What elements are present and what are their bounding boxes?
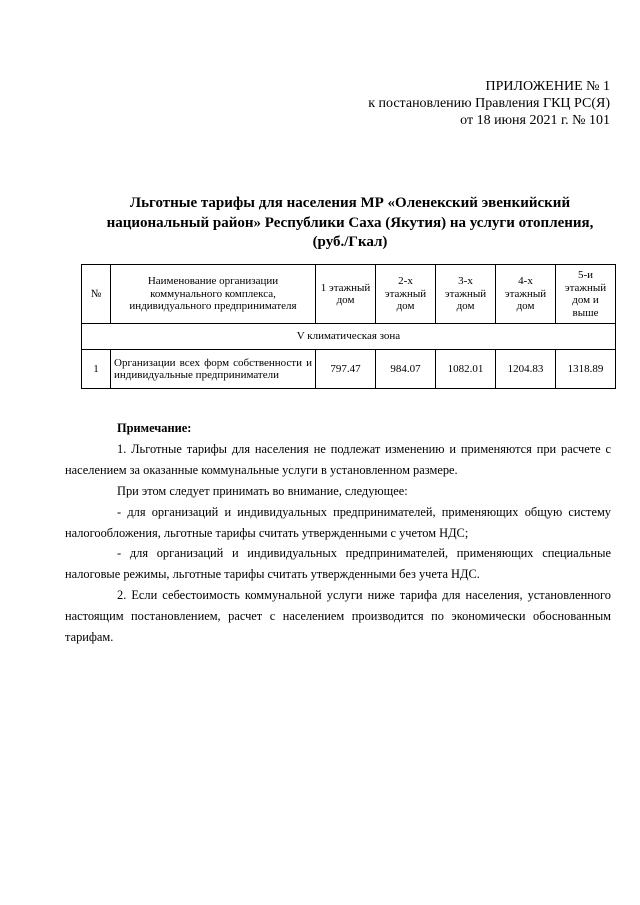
- note-paragraph-3: - для организаций и индивидуальных предпринимателей, применяющих общую систему налогообложения, льготные тарифы считать утвержденными с учетом НДС;: [65, 504, 611, 540]
- title-line-3: (руб./Гкал): [312, 234, 388, 250]
- document-title: [90, 194, 610, 253]
- header-3-floor: 3-х этажный дом: [436, 265, 496, 324]
- row-value-5-floor: 1318.89: [556, 350, 616, 389]
- appendix-line-1: ПРИЛОЖЕНИЕ № 1: [485, 79, 610, 94]
- appendix-header: [368, 78, 610, 129]
- header-4-floor: 4-х этажный дом: [496, 265, 556, 324]
- tariffs-table: [81, 264, 616, 389]
- note-paragraph-5: 2. Если себестоимость коммунальной услуги ниже тарифа для населения, установленного настоящим постановлением, расчет с населением производится по экономически обоснованным тарифам.: [65, 588, 611, 645]
- header-2-floor: 2-х этажный дом: [376, 265, 436, 324]
- row-org: Организации всех форм собственности и индивидуальные предприниматели: [111, 350, 316, 389]
- zone-row: [82, 324, 616, 350]
- row-num: 1: [82, 350, 111, 389]
- title-line-1: Льготные тарифы для населения МР «Оленекский эвенкийский: [129, 195, 571, 211]
- title-line-2: национальный район» Республики Саха (Якутия) на услуги отопления,: [106, 214, 594, 231]
- header-org: Наименование организации коммунального комплекса, индивидуального предпринимателя: [111, 265, 316, 324]
- note-paragraph-2: При этом следует принимать во внимание, следующее:: [117, 483, 408, 498]
- note-paragraph-1: 1. Льготные тарифы для населения не подлежат изменению и применяются при расчете с населением за оказанные коммунальные услуги в установленном размере.: [65, 441, 611, 477]
- notes-heading: Примечание:: [117, 421, 192, 435]
- table-row: [82, 350, 616, 389]
- row-value-1-floor: 797.47: [316, 350, 376, 389]
- row-value-4-floor: 1204.83: [496, 350, 556, 389]
- appendix-line-2: к постановлению Правления ГКЦ РС(Я): [368, 96, 610, 111]
- table-header-row: [82, 265, 616, 324]
- row-value-3-floor: 1082.01: [436, 350, 496, 389]
- header-5-floor: 5-и этажный дом и выше: [556, 265, 616, 324]
- appendix-line-3: от 18 июня 2021 г. № 101: [460, 113, 610, 128]
- header-num: №: [82, 265, 111, 324]
- climate-zone-label: V климатическая зона: [82, 324, 616, 350]
- row-value-2-floor: 984.07: [376, 350, 436, 389]
- header-1-floor: 1 этажный дом: [316, 265, 376, 324]
- notes-section: [65, 418, 611, 648]
- note-paragraph-4: - для организаций и индивидуальных предпринимателей, применяющих специальные налоговые режимы, льготные тарифы считать утвержденными без учета НДС.: [65, 546, 611, 582]
